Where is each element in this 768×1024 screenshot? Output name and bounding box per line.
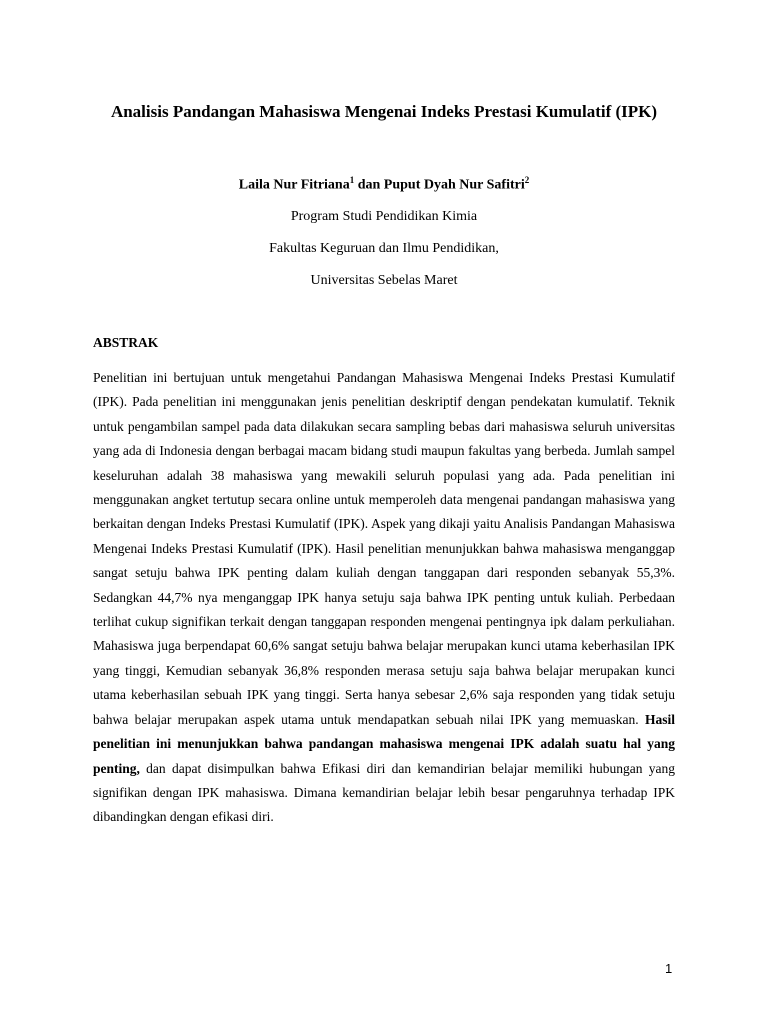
author-connector: dan [354, 177, 384, 193]
author-1-name: Laila Nur Fitriana [238, 177, 350, 193]
abstract-text-part-2: dan dapat disimpulkan bahwa Efikasi diri dan kemandirian belajar memiliki hubungan yang signifikan dengan IPK mahasiswa. Dimana kemandirian belajar lebih besar pengaruhnya terhadap IPK dibandingkan dengan efikasi diri. [93, 760, 675, 825]
author-2-affiliation-mark: 2 [524, 175, 530, 185]
affiliation-university: Universitas Sebelas Maret [310, 273, 458, 288]
abstract-heading: ABSTRAK [93, 335, 159, 350]
abstract-paragraph [93, 366, 675, 830]
paper-title: Analisis Pandangan Mahasiswa Mengenai Indeks Prestasi Kumulatif (IPK) [110, 102, 658, 121]
abstract-text-bold-finding: Hasil penelitian ini menunjukkan bahwa pandangan mahasiswa mengenai IPK adalah suatu hal yang penting, [93, 711, 675, 776]
affiliation-faculty: Fakultas Keguruan dan Ilmu Pendidikan, [269, 241, 499, 256]
affiliation-program: Program Studi Pendidikan Kimia [290, 209, 478, 224]
author-2-name: Puput Dyah Nur Safitri [383, 177, 525, 193]
author-1-affiliation-mark: 1 [349, 175, 355, 185]
author-line [0, 175, 768, 194]
page-number: 1 [665, 961, 673, 976]
abstract-text-part-1: Penelitian ini bertujuan untuk mengetahui Pandangan Mahasiswa Mengenai Indeks Prestasi Kumulatif (IPK). Pada penelitian ini menggunakan jenis penelitian deskriptif dengan pendekatan kumulatif. Teknik untuk pengambilan sampel pada data dilakukan secara sampling bebas dari mahasiswa seluruh universitas yang ada di Indonesia dengan berbagai macam bidang studi maupun fakultas yang berbeda. Jumlah sampel keseluruhan adalah 38 mahasiswa yang mewakili seluruh populasi yang ada. Pada penelitian ini menggunakan angket tertutup secara online untuk memperoleh data mengenai pandangan mahasiswa yang berkaitan dengan Indeks Prestasi Kumulatif (IPK). Aspek yang dikaji yaitu Analisis Pandangan Mahasiswa Mengenai Indeks Prestasi Kumulatif (IPK). Hasil penelitian menunjukkan bahwa mahasiswa menganggap sangat setuju bahwa IPK penting dalam kuliah dengan tanggapan dari responden sebanyak 55,3%. Sedangkan 44,7% nya menganggap IPK hanya setuju saja bahwa IPK penting untuk kuliah. Perbedaan terlihat cukup signifikan terkait dengan tanggapan responden mengenai pentingnya ipk dalam perkuliahan. Mahasiswa juga berpendapat 60,6% sangat setuju bahwa belajar merupakan kunci utama keberhasilan IPK yang tinggi, Kemudian sebanyak 36,8% responden merasa setuju saja bahwa belajar merupakan kunci utama keberhasilan sebuah IPK yang tinggi. Serta hanya sebesar 2,6% saja responden yang tidak setuju bahwa belajar merupakan aspek utama untuk mendapatkan sebuah nilai IPK yang memuaskan. [93, 370, 675, 727]
